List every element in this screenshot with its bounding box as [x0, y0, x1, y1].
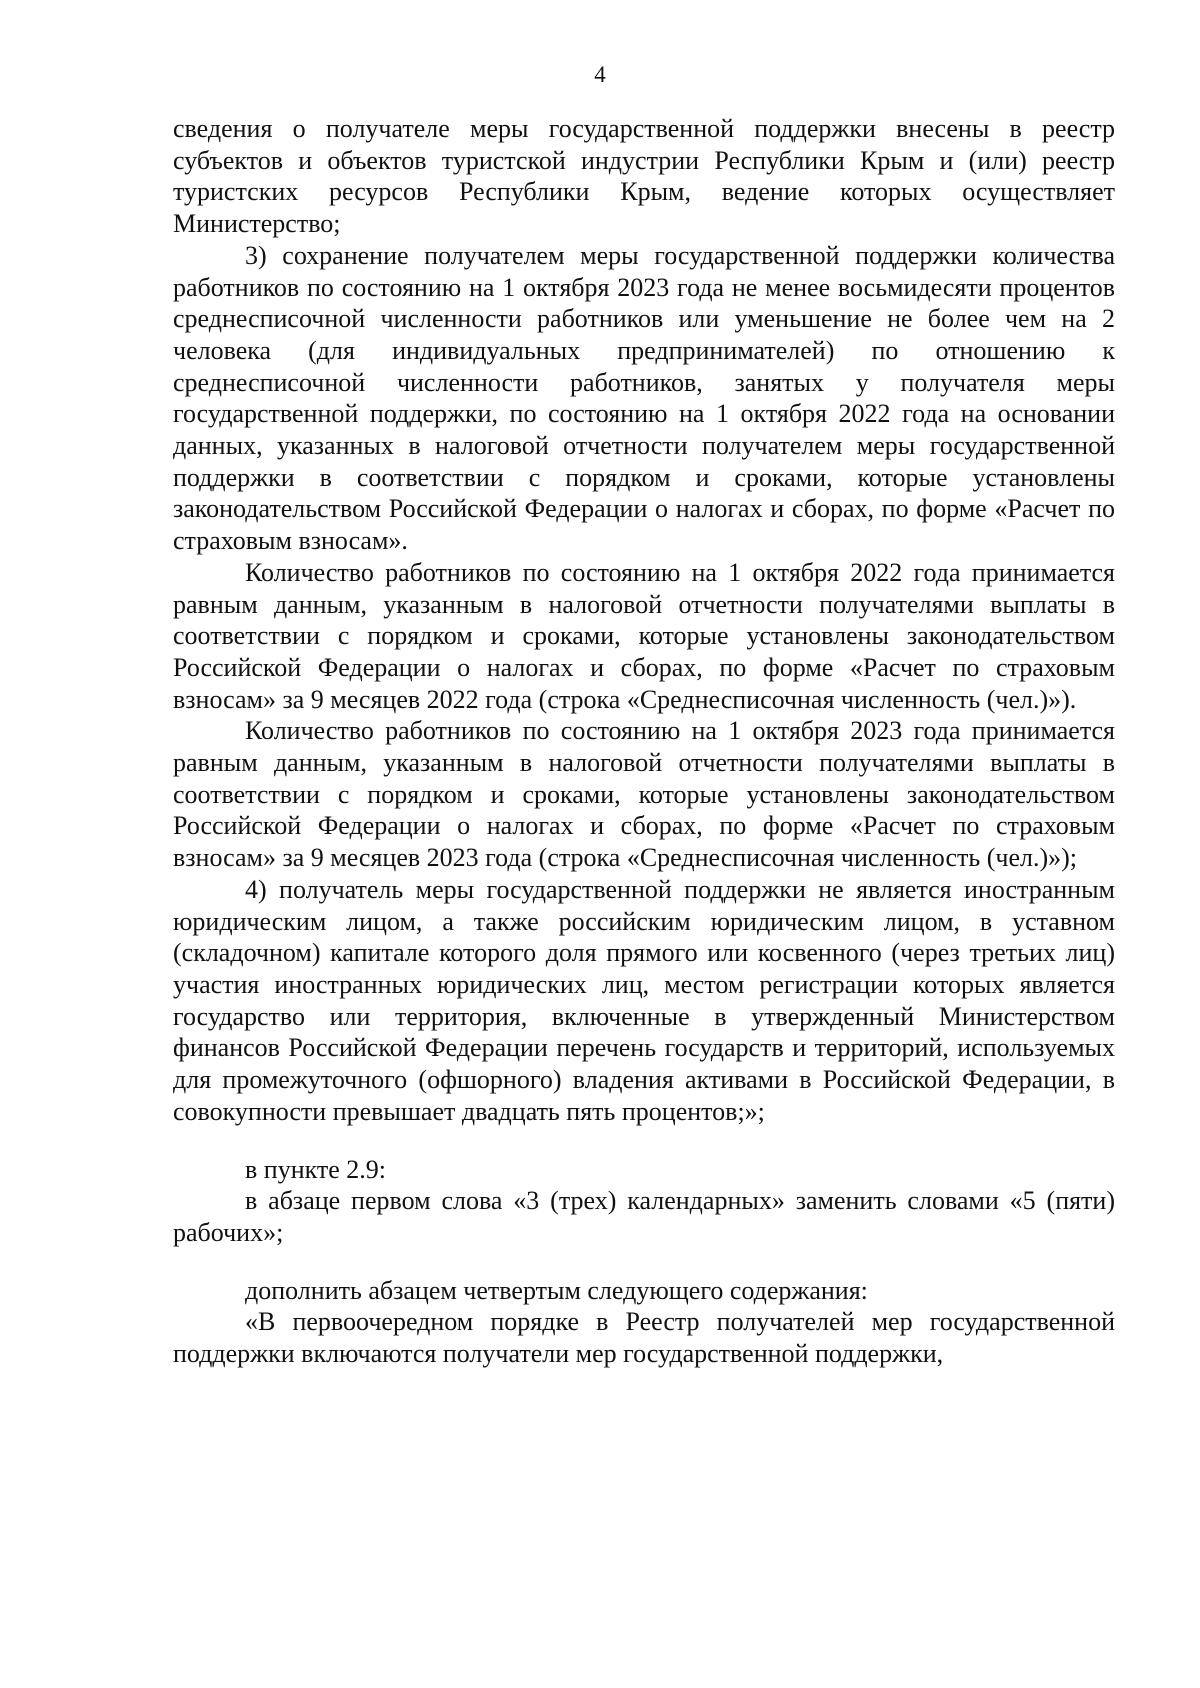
paragraph-replace-words: в абзаце первом слова «3 (трех) календарных» заменить словами «5 (пяти) рабочих»; [173, 1186, 1115, 1247]
paragraph-count-2023: Количество работников по состоянию на 1 октября 2023 года принимается равным данным, указанным в налоговой отчетности получателями выплаты в соответствии с порядком и сроками, которые установлены законодательством Российской Федерации о налогах и сборах, по форме «Расчет по страховым взносам» за 9 месяцев 2023 года (строка «Среднесписочная численность (чел.)»); [173, 716, 1115, 873]
paragraph-add-paragraph: дополнить абзацем четвертым следующего содержания: [245, 1275, 868, 1305]
document-body [173, 113, 1115, 1370]
paragraph-clause-2-9: в пункте 2.9: [245, 1154, 387, 1184]
paragraph-item-3: 3) сохранение получателем меры государственной поддержки количества работников по состоянию на 1 октября 2023 года не менее восьмидесяти процентов среднесписочной численности работников или уменьшение не более чем на 2 человека (для индивидуальных предпринимателей) по отношению к среднесписочной численности работников, занятых у получателя меры государственной поддержки, по состоянию на 1 октября 2022 года на основании данных, указанных в налоговой отчетности получателем меры государственной поддержки в соответствии с порядком и сроками, которые установлены законодательством Российской Федерации о налогах и сборах, по форме «Расчет по страховым взносам». [173, 240, 1115, 556]
paragraph-priority: «В первоочередном порядке в Реестр получателей мер государственной поддержки включаются получатели мер государственной поддержки, [173, 1307, 1115, 1369]
paragraph-count-2022: Количество работников по состоянию на 1 октября 2022 года принимается равным данным, указанным в налоговой отчетности получателями выплаты в соответствии с порядком и сроками, которые установлены законодательством Российской Федерации о налогах и сборах, по форме «Расчет по страховым взносам» за 9 месяцев 2022 года (строка «Среднесписочная численность (чел.)»). [173, 557, 1115, 714]
page-number: 4 [594, 62, 606, 87]
paragraph-intro: сведения о получателе меры государственной поддержки внесены в реестр субъектов и объектов туристской индустрии Республики Крым и (или) реестр туристских ресурсов Республики Крым, ведение которых осуществляет Министерство; [173, 114, 1115, 239]
paragraph-item-4: 4) получатель меры государственной поддержки не является иностранным юридическим лицом, а также российским юридическим лицом, в уставном (складочном) капитале которого доля прямого или косвенного (через третьих лиц) участия иностранных юридических лиц, местом регистрации которых является государство или территория, включенные в утвержденный Министерством финансов Российской Федерации перечень государств и территорий, используемых для промежуточного (офшорного) владения активами в Российской Федерации, в совокупности превышает двадцать пять процентов;»; [173, 874, 1115, 1126]
